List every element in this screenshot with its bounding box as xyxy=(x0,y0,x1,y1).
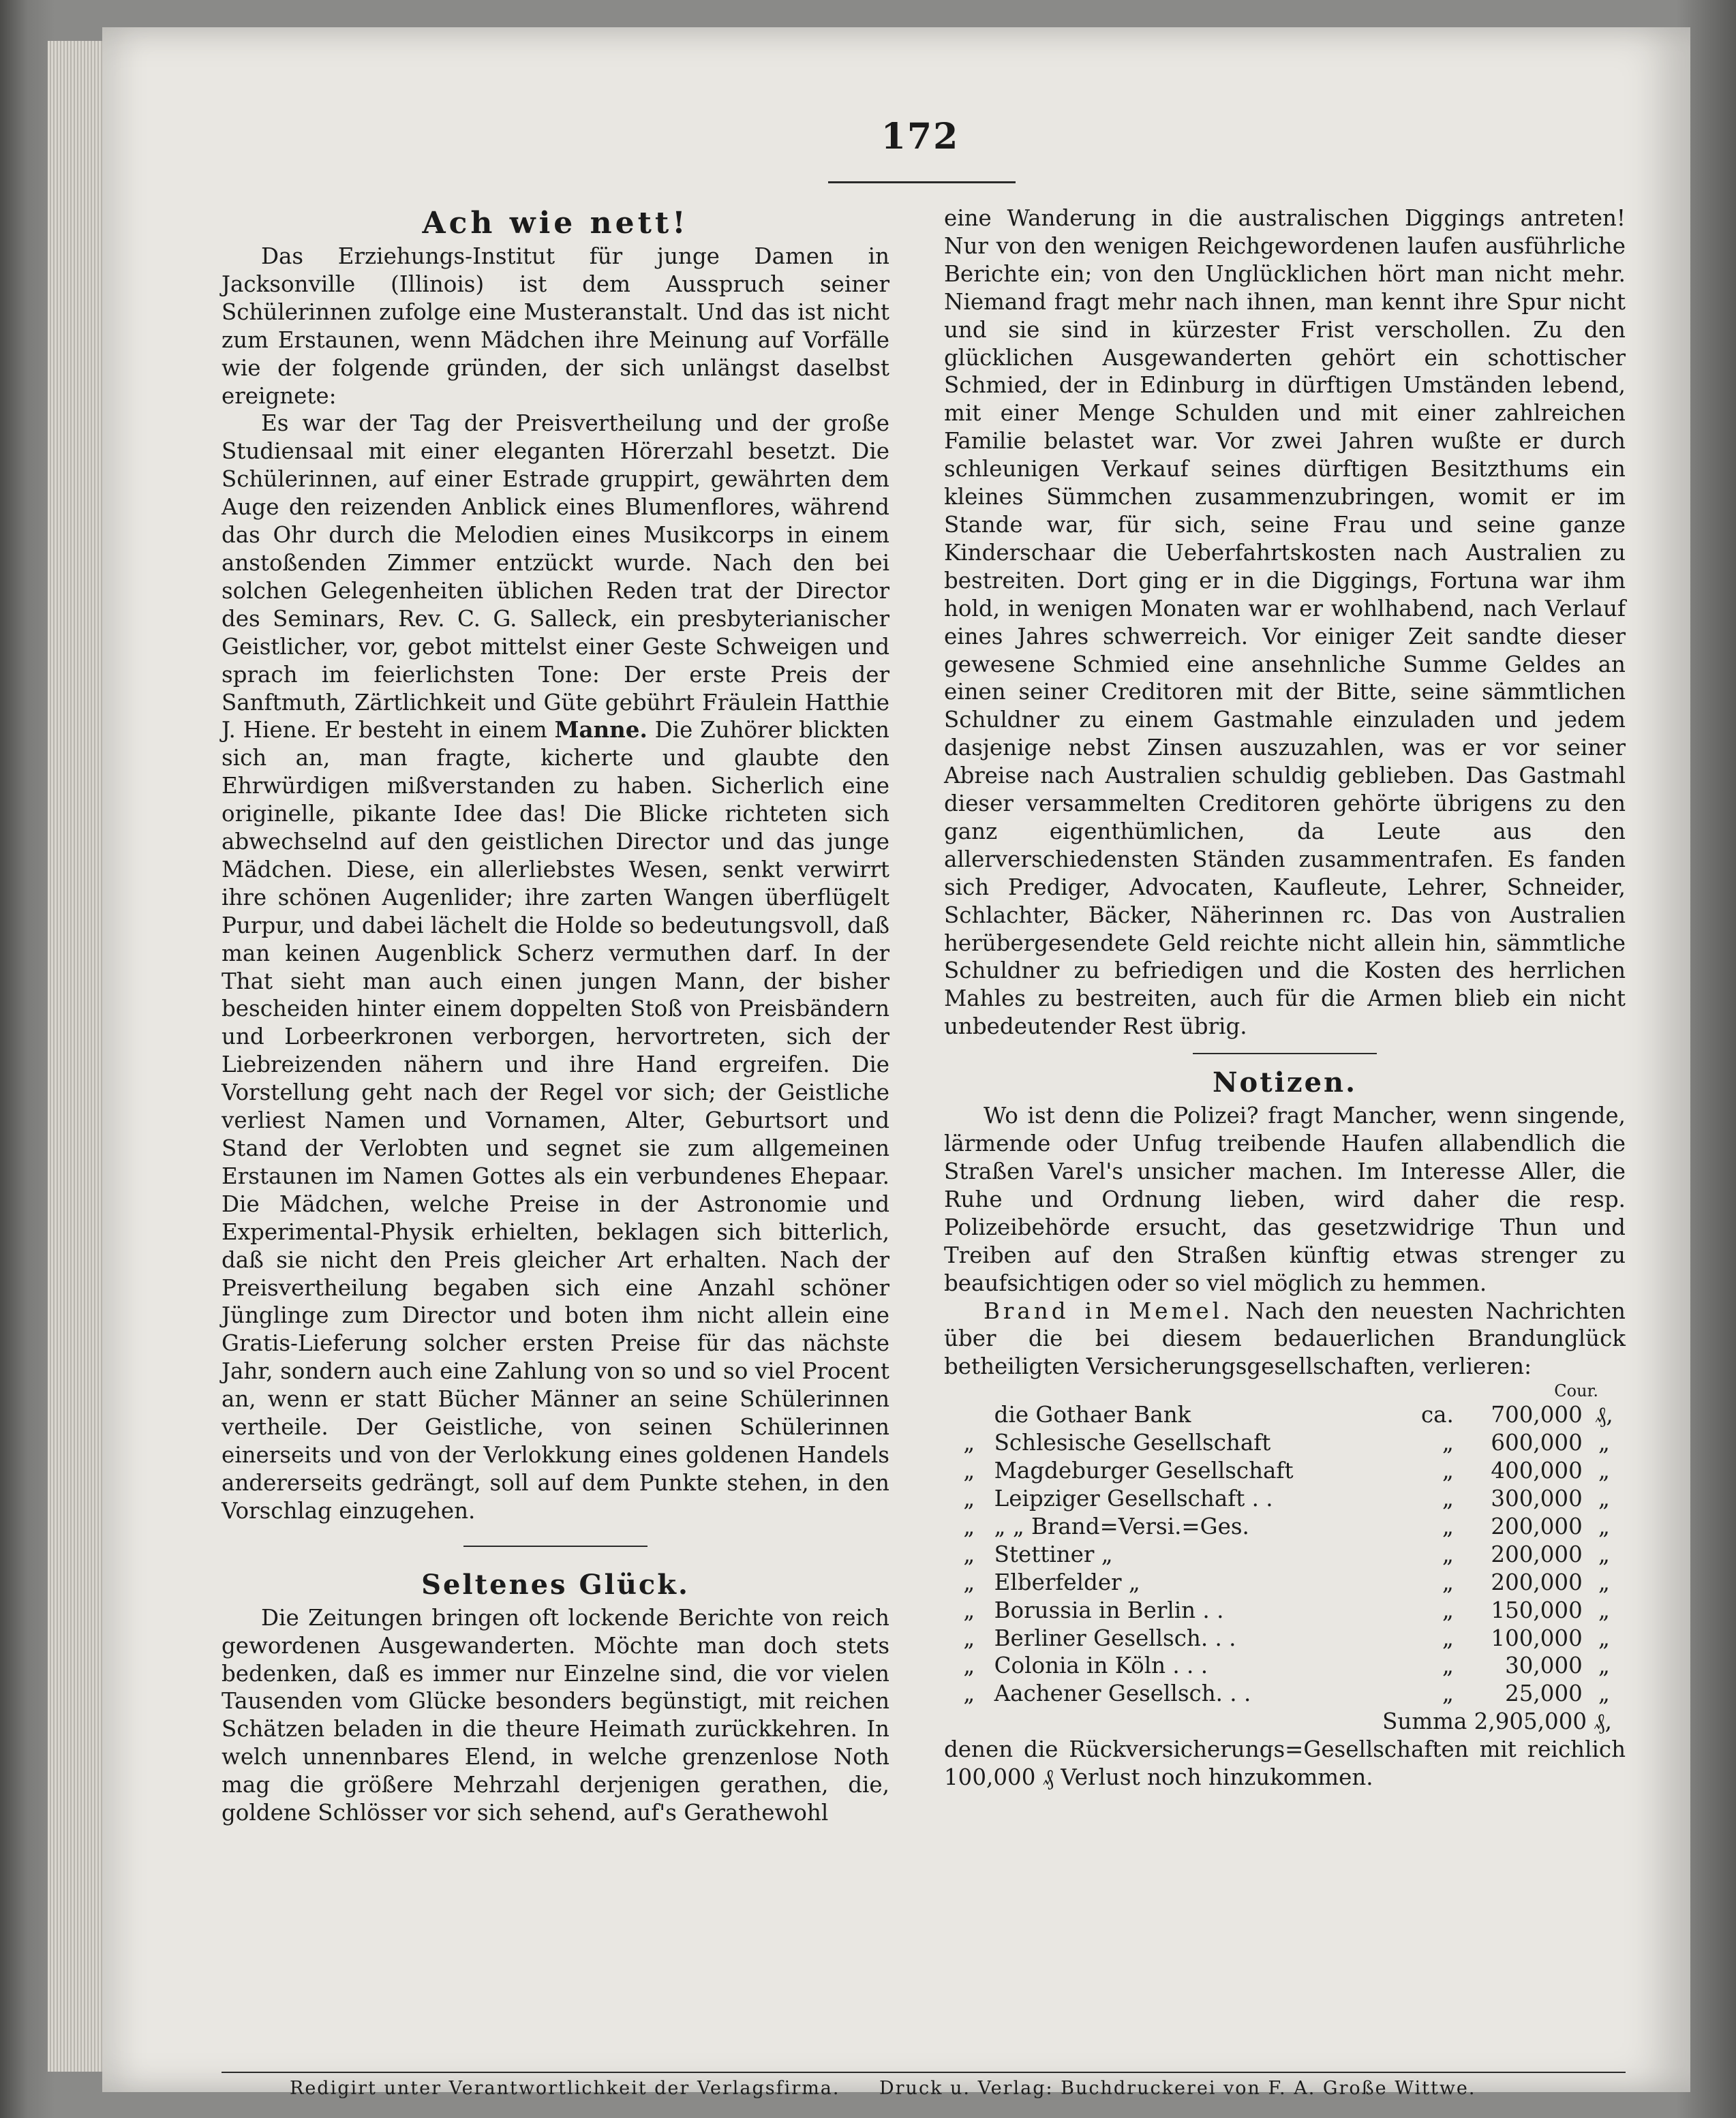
insurer-row xyxy=(944,1485,1626,1513)
insurer-unit: „ xyxy=(1598,1430,1610,1456)
insurer-quote: „ xyxy=(963,1485,975,1511)
section-divider xyxy=(463,1546,648,1547)
insurer-quote: „ xyxy=(963,1541,975,1567)
currency-header: Cour. xyxy=(1554,1381,1598,1401)
insurer-quote: „ xyxy=(963,1625,975,1651)
article1-emphasis-manne: Manne. xyxy=(554,716,648,743)
insurer-quote: „ xyxy=(963,1680,975,1707)
insurer-amount: 700,000 xyxy=(1491,1402,1583,1428)
brand-lead: Brand in Memel. xyxy=(984,1298,1234,1324)
brand-paragraph xyxy=(944,1298,1626,1381)
insurer-name: Borussia in Berlin . . xyxy=(994,1597,1224,1623)
article2-paragraph-continued: eine Wanderung in die australischen Diggings antreten! Nur von den wenigen Reichgewordenen laufen ausführliche Berichte ein; von den Unglücklichen hört man nicht mehr. Niemand fragt mehr nach ihnen, man kennt ihre Spur nicht und sie sind in kürzester Frist verschollen. Zu den glücklichen Ausgewanderten gehört ein schottischer Schmied, der in Edinburg in dürftigen Umständen lebend, mit einer Menge Schulden und mit einer zahlreichen Familie belastet war. Vor zwei Jahren wußte er durch schleunigen Verkauf seines dürftigen Besitzthums ein kleines Sümmchen zusammenzubringen, womit er im Stande war, für sich, seine Frau und seine ganze Kinderschaar die Ueberfahrtskosten nach Australien zu bestreiten. Dort ging er in die Diggings, Fortuna war ihm hold, in wenigen Monaten war er wohlhabend, nach Verlauf eines Jahres schwerreich. Vor einiger Zeit sandte dieser gewesene Schmied eine ansehnliche Summe Geldes an einen seiner Creditoren mit der Bitte, seine sämmtlichen Schuldner zu einem Gastmahle einzuladen und jedem dasjenige nebst Zinsen auszuzahlen, was er vor seiner Abreise nach Australien schuldig geblieben. Das Gastmahl dieser versammelten Creditoren gehörte übrigens zu den ganz eigenthümlichen, da Leute aus den allerverschiedensten Ständen zusammentrafen. Es fanden sich Prediger, Advocaten, Kaufleute, Lehrer, Schneider, Schlachter, Bäcker, Näherinnen rc. Das von Australien herübergesendete Geld reichte nicht allein hin, sämmtliche Schuldner zu befriedigen und die Kosten des herrlichen Mahles zu bestreiten, auch für die Armen blieb ein nicht unbedeutender Rest übrig. xyxy=(944,205,1626,1040)
article1-paragraph: Das Erziehungs-Institut für junge Damen in Jacksonville (Illinois) ist dem Ausspruch seiner Schülerinnen zufolge eine Musteranstalt. Und das ist nicht zum Erstaunen, wenn Mädchen ihre Meinung auf Vorfälle wie der folgende gründen, der sich unlängst daselbst ereignete: xyxy=(222,243,889,409)
insurer-row xyxy=(944,1597,1626,1625)
notizen-closing: denen die Rückversicherungs=Gesellschaften mit reichlich 100,000 ₰ Verlust noch hinzukommen. xyxy=(944,1736,1626,1791)
article1-paragraph-text: Die Zuhörer blickten sich an, man fragte, kicherte und glaubte den Ehrwürdigen mißverstanden zu haben. Sicherlich eine originelle, pikante Idee das! Die Blicke richteten sich abwechselnd auf den geistlichen Director und das junge Mädchen. Diese, ein allerliebstes Wesen, senkt verwirrt ihre schönen Augenlider; ihre zarten Wangen überflügelt Purpur, und dabei lächelt die Holde so bedeutungsvoll, daß man keinen Augenblick Scherz vermuthen darf. In der That sieht man auch einen jungen Mann, der bisher bescheiden hinter einem doppelten Stoß von Preisbändern und Lorbeerkronen verborgen, hervortreten, sich der Liebreizenden nähern und ihre Hand ergreifen. Die Vorstellung geht nach der Regel vor sich; der Geistliche verliest Namen und Vornamen, Alter, Geburtsort und Stand der Verlobten und segnet sie zum allgemeinen Erstaunen im Namen Gottes als ein verbundenes Ehepaar. Die Mädchen, welche Preise in der Astronomie und Experimental-Physik erhielten, beklagen sich bitterlich, daß sie nicht den Preis gleicher Art erhalten. Nach der Preisvertheilung begaben sich eine Anzahl schöner Jünglinge zum Director und boten ihm nicht allein eine Gratis-Lieferung solcher ersten Preise für das nächste Jahr, sondern auch eine Zahlung von so und so viel Procent an, wenn er statt Bücher Männer an seine Schülerinnen vertheile. Der Geistliche, von seinen Schülerinnen einerseits und von der Verlokkung eines goldenen Handels andererseits gedrängt, soll auf dem Punkte stehen, in den Vorschlag einzugehen. xyxy=(222,717,889,1524)
insurer-name: Berliner Gesellsch. . . xyxy=(994,1625,1236,1651)
insurer-name: „ „ Brand=Versi.=Ges. xyxy=(994,1513,1249,1539)
insurer-unit: „ xyxy=(1598,1513,1610,1539)
insurer-name: Aachener Gesellsch. . . xyxy=(994,1680,1251,1707)
insurer-prefix: „ xyxy=(1442,1569,1454,1595)
insurer-amount: 100,000 xyxy=(1491,1625,1583,1651)
insurer-row xyxy=(944,1541,1626,1569)
article1-paragraph-text: Es war der Tag der Preisvertheilung und der große Studiensaal mit einer eleganten Hörerzahl besetzt. Die Schülerinnen, auf einer Estrade gruppirt, gewährten dem Auge den reizenden Anblick eines Blumenflores, während das Ohr durch die Melodien eines Musikcorps in einem anstoßenden Zimmer entzückt wurde. Nach den bei solchen Gelegenheiten üblichen Reden trat der Director des Seminars, Rev. C. G. Salleck, ein presbyterianischer Geistlicher, vor, gebot mittelst einer Geste Schweigen und sprach im feierlichsten Tone: Der erste Preis der Sanftmuth, Zärtlichkeit und Güte gebührt Fräulein Hatthie J. Hiene. Er besteht in einem xyxy=(222,410,889,743)
insurer-quote: „ xyxy=(963,1430,975,1456)
footer-rule xyxy=(222,2072,1626,2073)
insurer-unit: „ xyxy=(1598,1458,1610,1484)
insurer-prefix: „ xyxy=(1442,1513,1454,1539)
insurer-row xyxy=(944,1625,1626,1653)
insurer-row xyxy=(944,1513,1626,1541)
notizen-paragraph: Wo ist denn die Polizei? fragt Mancher, wenn singende, lärmende oder Unfug treibende Haufen allabendlich die Straßen Varel's unsicher machen. Im Interesse Aller, die Ruhe und Ordnung lieben, wird daher die resp. Polizeibehörde ersucht, das gesetzwidrige Thun und Treiben auf den Straßen künftig etwas strenger zu beaufsichtigen oder so viel möglich zu hemmen. xyxy=(944,1103,1626,1296)
article2-paragraph: Die Zeitungen bringen oft lockende Berichte von reich gewordenen Ausgewanderten. Möchte man doch stets bedenken, daß es immer nur Einzelne sind, die vor vielen Tausenden vom Glücke besonders begünstigt, mit reichen Schätzen beladen in die theure Heimath zurückkehren. In welch unnennbares Elend, in welche grenzenlose Noth mag die größere Mehrzahl derjenigen gerathen, die, goldene Schlösser vor sich sehend, auf's Gerathewohl xyxy=(222,1604,889,1826)
insurer-quote: „ xyxy=(963,1458,975,1484)
insurer-amount: 200,000 xyxy=(1491,1569,1583,1595)
article-title-ach-wie-nett: Ach wie nett! xyxy=(422,206,689,241)
insurer-unit: „ xyxy=(1598,1485,1610,1511)
footer-editor-note: Redigirt unter Verantwortlichkeit der Verlagsfirma. xyxy=(290,2078,840,2099)
insurer-prefix: „ xyxy=(1442,1625,1454,1651)
insurer-prefix: „ xyxy=(1442,1485,1454,1511)
insurer-quote: „ xyxy=(963,1569,975,1595)
insurer-name: Stettiner „ xyxy=(994,1541,1113,1567)
insurer-quote xyxy=(944,1401,994,1429)
insurer-unit: ₰, xyxy=(1595,1402,1613,1428)
insurer-name: Elberfelder „ xyxy=(994,1569,1140,1595)
insurer-prefix: „ xyxy=(1442,1597,1454,1623)
insurer-amount: 25,000 xyxy=(1505,1680,1583,1707)
insurer-name: die Gothaer Bank xyxy=(994,1402,1191,1428)
insurer-unit: „ xyxy=(1598,1597,1610,1623)
insurer-loss-table xyxy=(944,1401,1626,1708)
insurer-row xyxy=(944,1680,1626,1708)
insurer-row xyxy=(944,1652,1626,1680)
insurer-amount: 150,000 xyxy=(1491,1597,1583,1623)
insurer-name: Magdeburger Gesellschaft xyxy=(994,1458,1294,1484)
insurer-row xyxy=(944,1569,1626,1597)
insurer-name: Colonia in Köln . . . xyxy=(994,1653,1208,1679)
insurer-quote: „ xyxy=(963,1653,975,1679)
insurer-name: Schlesische Gesellschaft xyxy=(994,1430,1271,1456)
insurer-amount: 30,000 xyxy=(1505,1653,1583,1679)
section-divider xyxy=(1193,1053,1377,1054)
page-number-rule xyxy=(828,181,1016,183)
notizen-title: Notizen. xyxy=(1212,1066,1358,1099)
left-column xyxy=(222,204,889,1827)
right-column xyxy=(944,204,1626,1792)
insurer-prefix: „ xyxy=(1442,1680,1454,1707)
insurer-row xyxy=(944,1401,1626,1429)
insurer-unit: „ xyxy=(1598,1680,1610,1707)
summa-line: Summa 2,905,000 ₰, xyxy=(1382,1708,1612,1735)
insurer-prefix: „ xyxy=(1442,1541,1454,1567)
insurer-unit: „ xyxy=(1598,1569,1610,1595)
page-number: 172 xyxy=(881,116,960,157)
insurer-unit: „ xyxy=(1598,1625,1610,1651)
insurer-prefix: „ xyxy=(1442,1458,1454,1484)
insurer-quote: „ xyxy=(963,1597,975,1623)
insurer-amount: 300,000 xyxy=(1491,1485,1583,1511)
insurer-amount: 200,000 xyxy=(1491,1541,1583,1567)
insurer-unit: „ xyxy=(1598,1653,1610,1679)
insurer-amount: 600,000 xyxy=(1491,1430,1583,1456)
insurer-prefix: „ xyxy=(1442,1653,1454,1679)
insurer-amount: 400,000 xyxy=(1491,1458,1583,1484)
insurer-prefix: „ xyxy=(1442,1430,1454,1456)
article1-paragraph xyxy=(222,410,889,1524)
insurer-row xyxy=(944,1429,1626,1457)
insurer-amount: 200,000 xyxy=(1491,1513,1583,1539)
insurer-row xyxy=(944,1457,1626,1485)
book-page-edges xyxy=(48,41,109,2072)
article-title-seltenes-glueck: Seltenes Glück. xyxy=(421,1568,690,1601)
footer-printer-note: Druck u. Verlag: Buchdruckerei von F. A. Große Wittwe. xyxy=(879,2078,1476,2099)
brand-text: Nach den neuesten Nachrichten über die bei diesem bedauerlichen Brandunglück betheiligten Versicherungsgesellschaften, verlieren: xyxy=(944,1298,1626,1380)
insurer-unit: „ xyxy=(1598,1541,1610,1567)
insurer-prefix: ca. xyxy=(1420,1402,1454,1428)
insurer-quote: „ xyxy=(963,1513,975,1539)
insurer-name: Leipziger Gesellschaft . . xyxy=(994,1485,1273,1511)
